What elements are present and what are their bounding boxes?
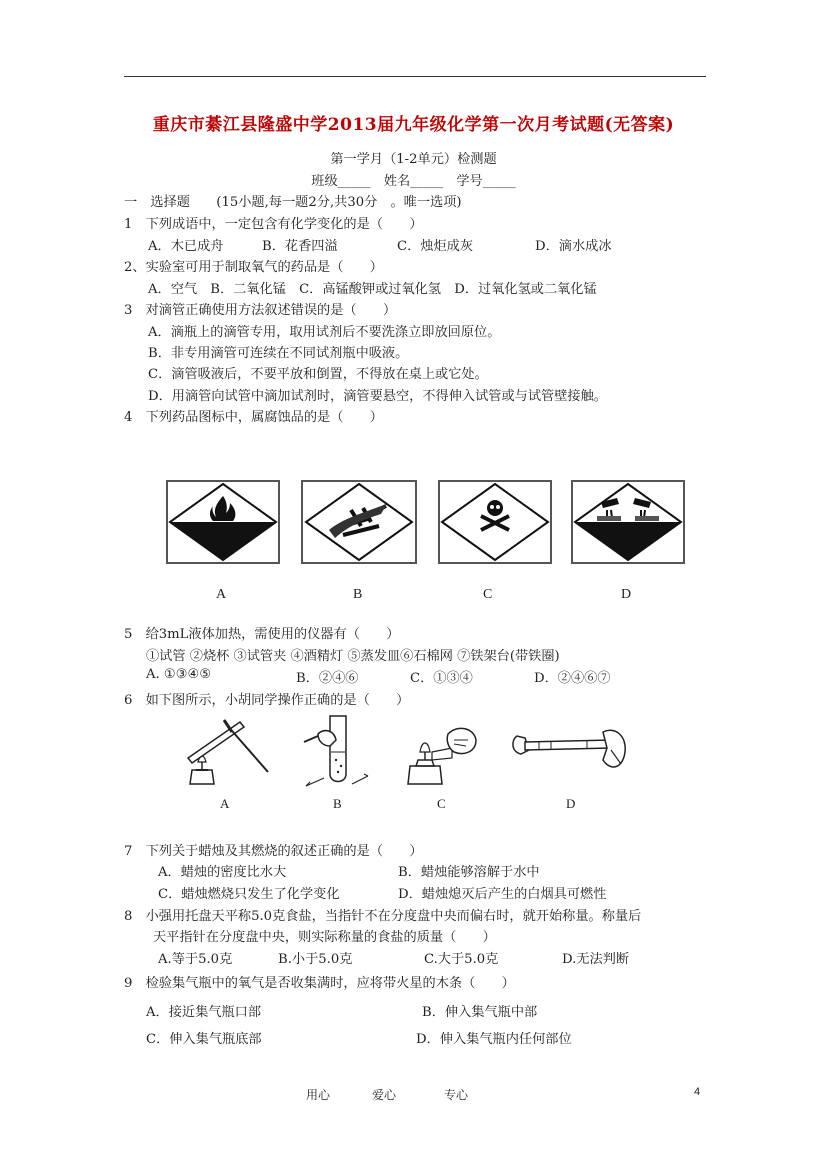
figure-label-d: D [566,796,576,811]
symbol-label-a: A [216,587,227,602]
flammable-symbol-icon [166,480,280,564]
q9-option-c: C．伸入集气瓶底部 [146,1032,262,1047]
lighting-alcohol-lamp-figure-icon [402,712,484,790]
page-number: 4 [694,1086,701,1098]
figure-label-b: B [333,796,342,811]
q3-option-d: D．用滴管向试管中滴加试剂时，滴管要悬空，不得伸入试管或与试管壁接触。 [148,389,607,404]
q1-option-a: A．木已成舟 [148,239,224,254]
q5-option-c: C．①③④ [410,671,473,686]
q9-option-d: D．伸入集气瓶内任何部位 [416,1032,572,1047]
question-4-stem: 4 下列药品图标中，属腐蚀品的是（ ） [124,410,383,425]
q5-option-a: A. ①③④⑤ [146,667,212,682]
poison-skull-symbol-icon [438,480,552,564]
footer-text-3: 专心 [444,1088,469,1102]
q7-option-c: C．蜡烛燃烧只发生了化学变化 [158,887,340,902]
q3-option-c: C．滴管吸液后，不要平放和倒置，不得放在桌上或它处。 [148,367,488,382]
q7-option-d: D．蜡烛熄灭后产生的白烟具可燃性 [398,887,607,902]
q8-option-d: D.无法判断 [562,952,630,967]
subtitle: 第一学月（1-2单元）检测题 [330,152,497,167]
symbol-label-c: C [483,587,493,602]
q1-option-c: C．烛炬成灰 [397,239,474,254]
shaking-test-tube-figure-icon [300,712,382,794]
question-2-stem: 2、实验室可用于制取氧气的药品是（ ） [124,260,383,275]
question-9-stem: 9 检验集气瓶中的氧气是否收集满时，应将带火星的木条（ ） [124,976,515,991]
question-8-stem: 8 小强用托盘天平称5.0克食盐，当指针不在分度盘中央而偏右时，就开始称量。称量后 [124,909,642,924]
q1-option-d: D．滴水成冰 [535,239,612,254]
q8-option-b: B.小于5.0克 [278,952,353,967]
q8-option-a: A.等于5.0克 [158,952,233,967]
q8-option-c: C.大于5.0克 [424,952,499,967]
q2-options: A．空气 B．二氧化锰 C．高锰酸钾或过氧化氢 D．过氧化氢或二氧化锰 [148,282,597,297]
q3-option-b: B．非专用滴管可连续在不同试剂瓶中吸液。 [148,346,409,361]
question-3-stem: 3 对滴管正确使用方法叙述错误的是（ ） [124,303,397,318]
q9-option-a: A．接近集气瓶口部 [146,1005,262,1020]
question-8-stem-continued: 天平指针在分度盘中央，则实际称量的食盐的质量（ ） [153,930,496,945]
symbol-label-d: D [621,587,632,602]
footer-text-1: 用心 [306,1088,331,1102]
question-5-stem: 5 给3mL液体加热，需使用的仪器有（ ） [124,627,400,642]
q3-option-a: A．滴瓶上的滴管专用，取用试剂后不要洗涤立即放回原位。 [148,325,501,340]
q9-option-b: B．伸入集气瓶中部 [422,1005,538,1020]
header-rule [124,76,706,77]
q5-option-b: B．②④⑥ [296,671,359,686]
question-7-stem: 7 下列关于蜡烛及其燃烧的叙述正确的是（ ） [124,844,423,859]
q5-option-d: D．②④⑥⑦ [534,671,611,686]
corrosive-symbol-icon [571,480,685,564]
question-6-stem: 6 如下图所示，小胡同学操作正确的是（ ） [124,693,410,708]
q7-option-b: B．蜡烛能够溶解于水中 [398,865,540,880]
figure-label-c: C [437,796,446,811]
symbol-label-b: B [353,587,363,602]
q5-items: ①试管 ②烧杯 ③试管夹 ④酒精灯 ⑤蒸发皿⑥石棉网 ⑦铁架台(带铁圈) [146,649,560,664]
section-heading: 一 选择题 (15小题,每一题2分,共30分 。唯一选项) [124,195,462,210]
toxic-plant-symbol-icon [301,480,417,564]
heating-liquid-figure-icon [507,712,633,782]
page-title: 重庆市綦江县隆盛中学2013届九年级化学第一次月考试题(无答案) [152,115,675,135]
footer-text-2: 爱心 [372,1088,397,1102]
heating-test-tube-figure-icon [170,712,274,790]
figure-label-a: A [220,796,230,811]
q7-option-a: A．蜡烛的密度比水大 [158,865,287,880]
question-1-stem: 1 下列成语中，一定包含有化学变化的是（ ） [124,217,423,232]
q1-option-b: B．花香四溢 [262,239,338,254]
info-line: 班级_____ 姓名_____ 学号_____ [311,174,516,189]
